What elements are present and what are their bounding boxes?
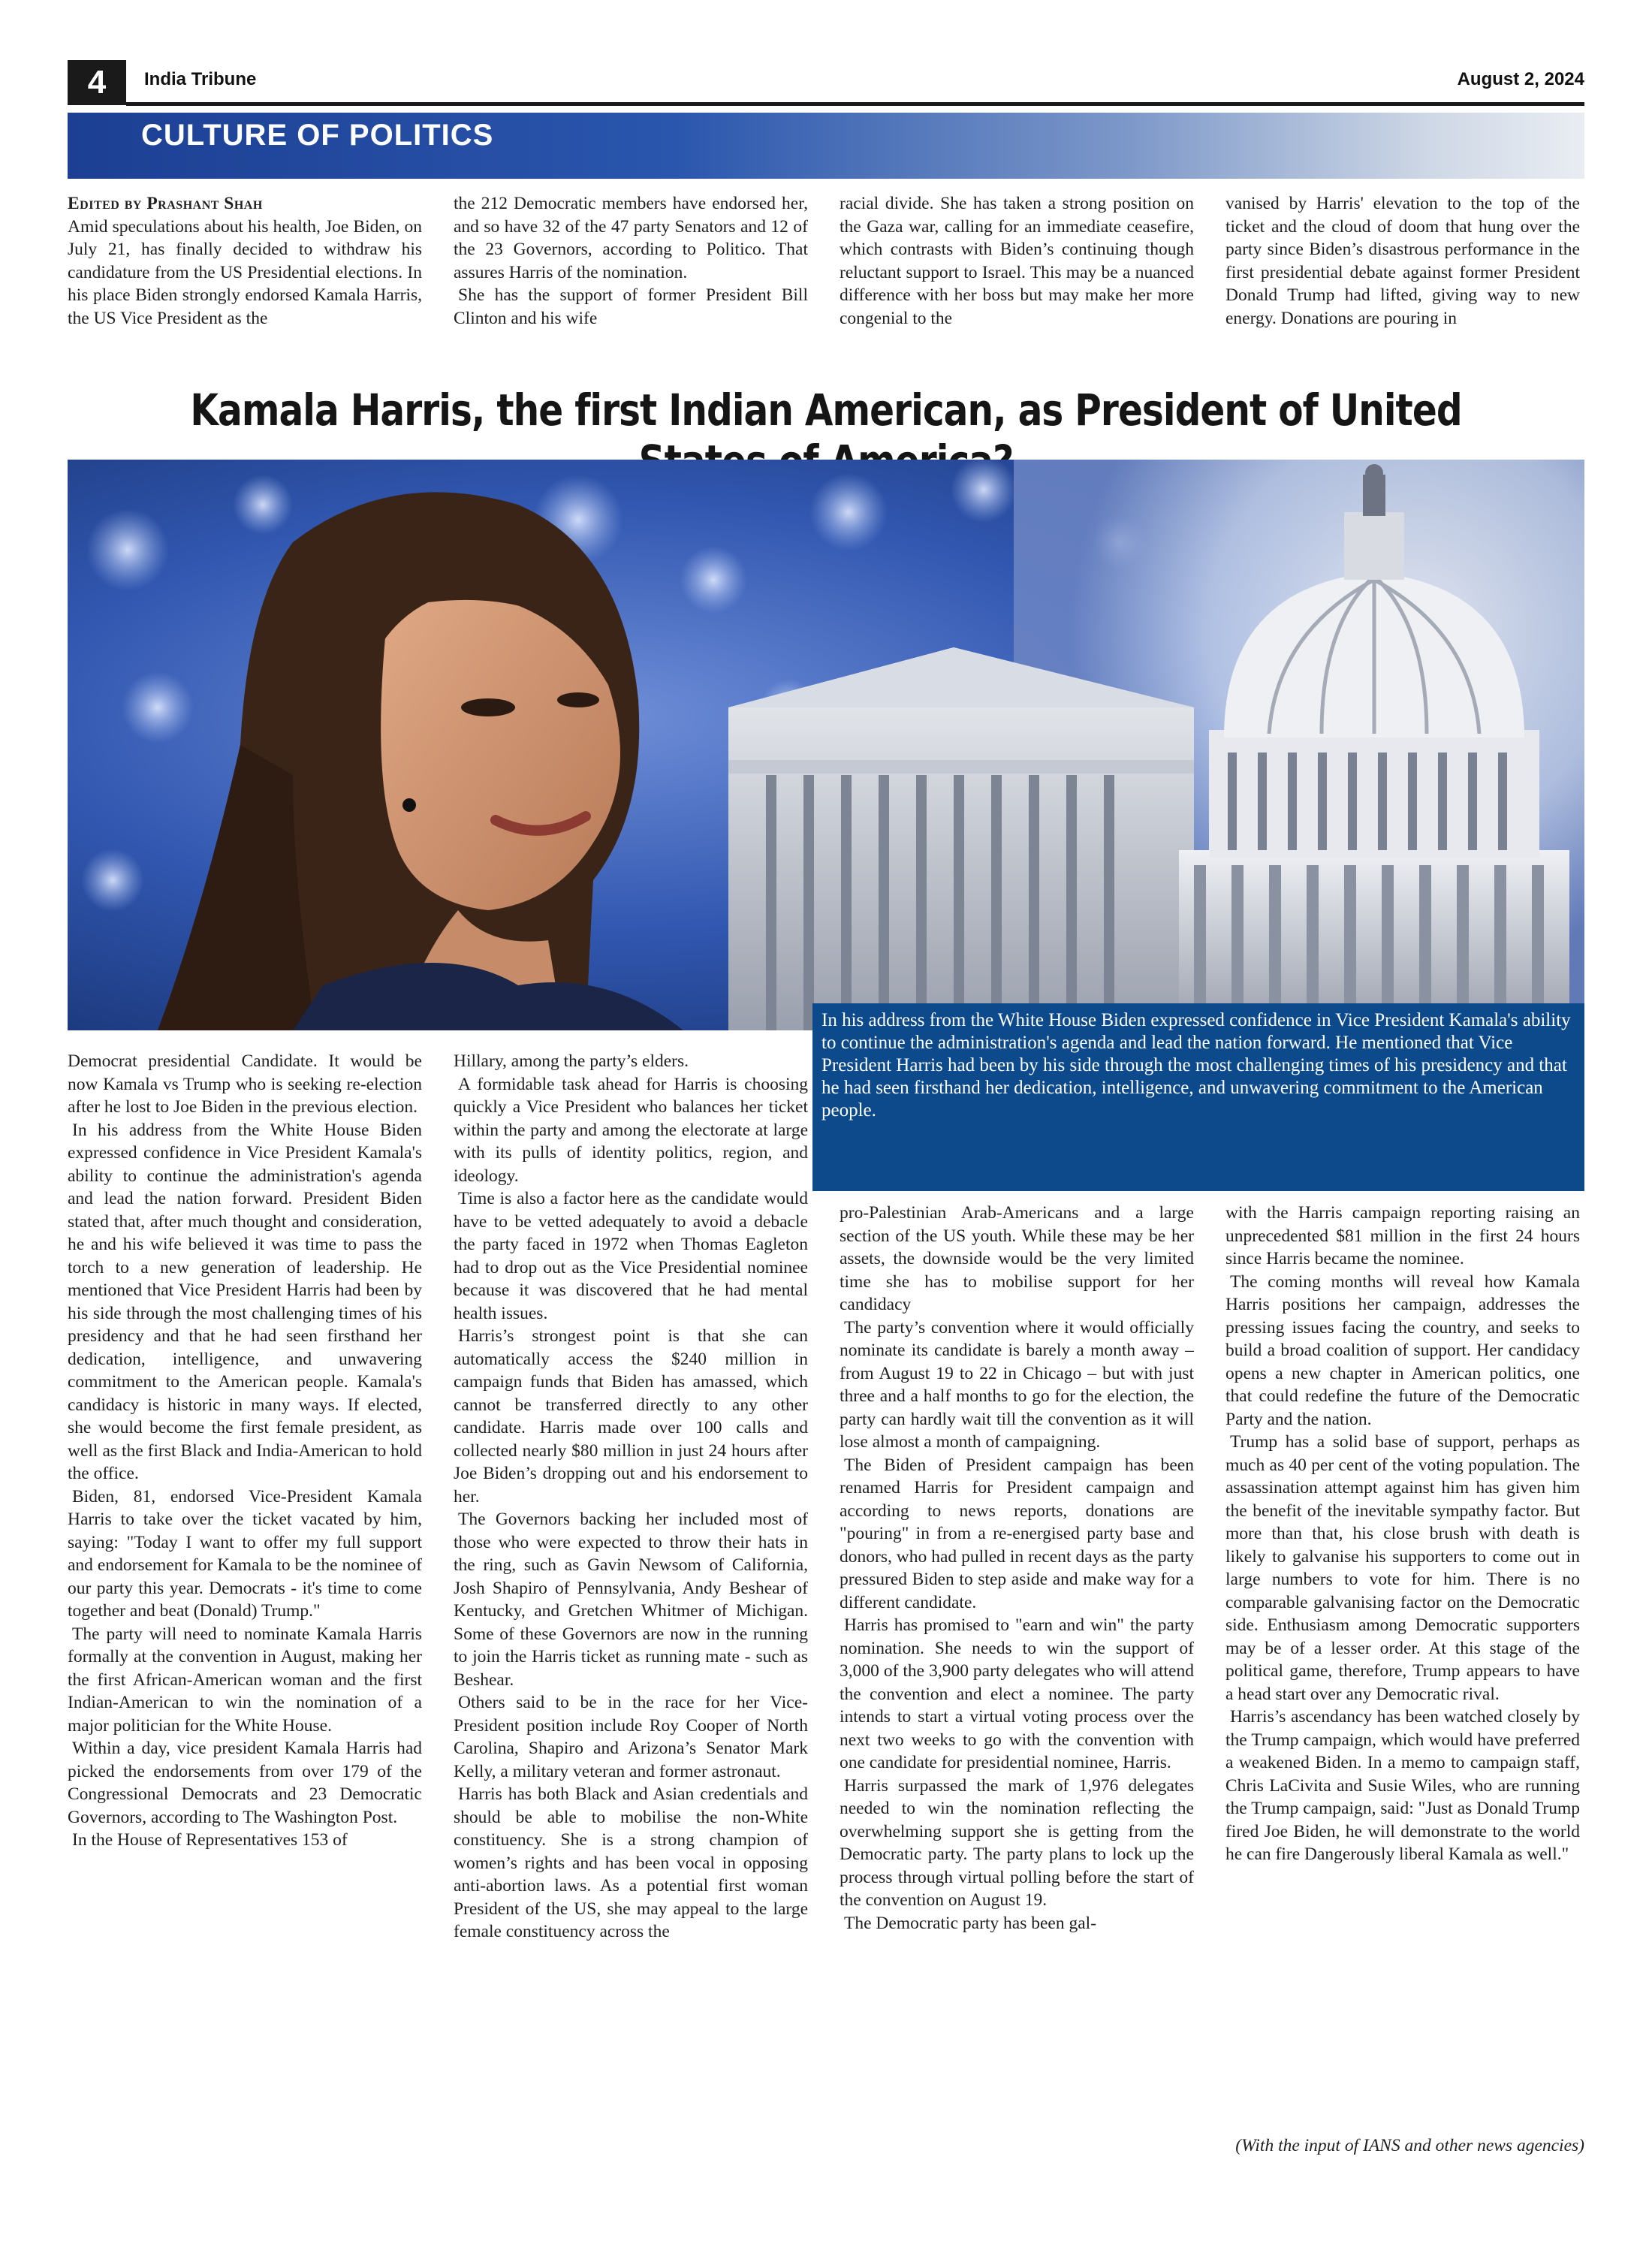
header-rule	[126, 102, 1584, 106]
caption-text: In his address from the White House Biden expressed confidence in Vice President Kamala's ability to continue the administration's agenda and lead the nation forward. He mentioned that Vice President Harris had been by his side through the most challenging times of his presidency and that he had seen firsthand her dedication, intelligence, and unwavering commitment to the American people.	[821, 1010, 1571, 1120]
paragraph: The party’s convention where it would officially nominate its candidate is barely a month away – from August 19 to 22 in Chicago – but with just three and a half months to go for the election, the party can hardly wait till the convention as it will lose almost a month of campaigning.	[840, 1317, 1194, 1452]
headline: Kamala Harris, the first Indian American, as President of United	[190, 385, 1462, 436]
paragraph: Hillary, among the party’s elders.	[454, 1051, 689, 1071]
paragraph: The Democratic party has been gal-	[844, 1913, 1097, 1933]
paragraph: Harris surpassed the mark of 1,976 delegates needed to win the nomination reflecting the overwhelming support she is getting from the Democratic party. The party plans to lock up the process through virtual polling before the start of the convention on August 19.	[840, 1775, 1194, 1910]
paragraph: vanised by Harris' elevation to the top of the ticket and the cloud of doom that hung over the party since Biden’s disastrous performance in the first presidential debate against former President Donald Trump had lifted, giving way to new energy. Donations are pouring in	[1225, 194, 1580, 328]
paragraph: racial divide. She has taken a strong position on the Gaza war, calling for an immediate ceasefire, which contrasts with Biden’s continuing though reluctant support to Israel. This may be a nuanced difference with her boss but may make her more congenial to the	[840, 194, 1194, 328]
issue-date: August 2, 2024	[1457, 69, 1584, 89]
paragraph: The party will need to nominate Kamala Harris formally at the convention in August, making her the first African-American woman and the first Indian-American to win the nomination of a major politician for the White House.	[68, 1624, 422, 1736]
paragraph: Democrat presidential Candidate. It would be now Kamala vs Trump who is seeking re-election after he lost to Joe Biden in the previous election.	[68, 1051, 422, 1117]
publication-name: India Tribune	[144, 69, 257, 89]
paragraph: In the House of Representatives 153 of	[72, 1830, 348, 1850]
paragraph: with the Harris campaign reporting raising an unprecedented $81 million in the first 24 hours since Harris became the nominee.	[1225, 1203, 1580, 1268]
paragraph: The Biden of President campaign has been renamed Harris for President campaign and according to news reports, donations are "pouring" in from a re-energised party base and donors, who had pulled in recent days as the party pressured Biden to step aside and make way for a different candidate.	[840, 1455, 1194, 1612]
capitol-wing	[728, 647, 1194, 1030]
paragraph: Within a day, vice president Kamala Harris had picked the endorsements from over 179 of the Congressional Democrats and 23 Democratic Governors, according to The Washington Post.	[68, 1739, 422, 1827]
paragraph: Harris’s strongest point is that she can automatically access the $240 million in campaign funds that Biden has amassed, which cannot be transferred directly to any other candidate. Harris made over 100 calls and collected nearly $80 million in just 24 hours after Joe Biden’s dropping out and his endorsement to her.	[454, 1326, 808, 1507]
top-column-4	[1225, 192, 1580, 360]
paragraph: Amid speculations about his health, Joe Biden, on July 21, has finally decided to withdraw his candidature from the US Presidential elections. In his place Biden strongly endorsed Kamala Harris, the US Vice President as the	[68, 216, 422, 328]
source-credit: (With the input of IANS and other news agencies)	[1235, 2136, 1584, 2155]
bottom-column-3	[840, 1202, 1194, 2133]
paragraph: pro-Palestinian Arab-Americans and a large section of the US youth. While these may be her assets, the downside would be the very limited time she has to mobilise support for her candidacy	[840, 1203, 1194, 1314]
section-title: CULTURE OF POLITICS	[141, 119, 494, 152]
paragraph: Time is also a factor here as the candidate would have to be vetted adequately to avoid a debacle the party faced in 1972 when Thomas Eagleton had to drop out as the Vice Presidential nominee because it was discovered that he had mental health issues.	[454, 1189, 808, 1323]
paragraph: Trump has a solid base of support, perhaps as much as 40 per cent of the voting population. The assassination attempt against him has given him the benefit of the inevitable sympathy factor. But more than that, his close brush with death is likely to galvanise his supporters to come out in large numbers to vote for him. There is no comparable galvanising factor on the Democratic side. Enthusiasm among Democratic supporters may be of a lesser order. At this stage of the political game, therefore, Trump appears to have a head start over any Democratic rival.	[1225, 1432, 1580, 1704]
paragraph: The coming months will reveal how Kamala Harris positions her campaign, addresses the pressing issues facing the country, and seeks to build a broad coalition of support. Her candidacy opens a new chapter in American politics, one that could redefine the future of the Democratic Party and the nation.	[1225, 1271, 1580, 1429]
byline: Edited by Prashant Shah	[68, 194, 263, 213]
paragraph: the 212 Democratic members have endorsed her, and so have 32 of the 47 party Senators and 12 of the 23 Governors, according to Politico. That assures Harris of the nomination.	[454, 194, 808, 282]
top-column-3	[840, 192, 1194, 360]
page-number: 4	[68, 60, 126, 105]
bottom-column-4	[1225, 1202, 1580, 2130]
paragraph: Others said to be in the race for her Vice-President position include Roy Cooper of North Carolina, Shapiro and Arizona’s Senator Mark Kelly, a military veteran and former astronaut.	[454, 1693, 808, 1781]
paragraph: She has the support of former President Bill Clinton and his wife	[454, 285, 808, 328]
paragraph: Harris has both Black and Asian credentials and should be able to mobilise the non-White constituency. She is a strong champion of women’s rights and has been vocal in opposing anti-abortion laws. As a potential first woman President of the US, she may appeal to the large female constituency across the	[454, 1784, 808, 1941]
feature-photo	[68, 460, 1584, 1030]
paragraph: Harris has promised to "earn and win" the party nomination. She needs to win the support of 3,000 of the 3,900 party delegates who will attend the convention and elect a nominee. The party intends to start a virtual voting process over the next two weeks to go with the convention with one candidate for presidential nominee, Harris.	[840, 1615, 1194, 1772]
photo-caption	[812, 1003, 1584, 1191]
bottom-column-2	[454, 1050, 808, 2131]
top-column-1	[68, 192, 422, 360]
paragraph: A formidable task ahead for Harris is choosing quickly a Vice President who balances her ticket within the party and among the electorate at large with its pulls of identity politics, region, and ideology.	[454, 1074, 808, 1186]
bottom-column-1	[68, 1050, 422, 2131]
paragraph: In his address from the White House Biden expressed confidence in Vice President Kamala's ability to continue the administration's agenda and lead the nation forward. President Biden stated that, after much thought and consideration, he and his wife believed it was time to pass the torch to a new generation of leadership. He mentioned that Vice President Harris had been by his side through the most challenging times of his presidency and that he had seen firsthand her dedication, intelligence, and unwavering commitment to the American people. Kamala's candidacy is historic in many ways. If elected, she would become the first female president, as well as the first Black and India-American to hold the office.	[68, 1120, 422, 1483]
paragraph: Harris’s ascendancy has been watched closely by the Trump campaign, which would have preferred a weakened Biden. In a memo to campaign staff, Chris LaCivita and Susie Wiles, who are running the Trump campaign, said: "Just as Donald Trump fired Joe Biden, he will demonstrate to the world he can fire Dangerously liberal Kamala as well."	[1225, 1707, 1580, 1864]
paragraph: The Governors backing her included most of those who were expected to throw their hats in the ring, such as Gavin Newsom of California, Josh Shapiro of Pennsylvania, Andy Beshear of Kentucky, and Gretchen Whitmer of Michigan. Some of these Governors are now in the running to join the Harris ticket as running mate - such as Beshear.	[454, 1510, 808, 1690]
top-column-2	[454, 192, 808, 360]
paragraph: Biden, 81, endorsed Vice-President Kamala Harris to take over the ticket vacated by him, saying: "Today I want to offer my full support and endorsement for Kamala to be the nominee of our party this year. Democrats - it's time to come together and beat (Donald) Trump."	[68, 1486, 422, 1621]
